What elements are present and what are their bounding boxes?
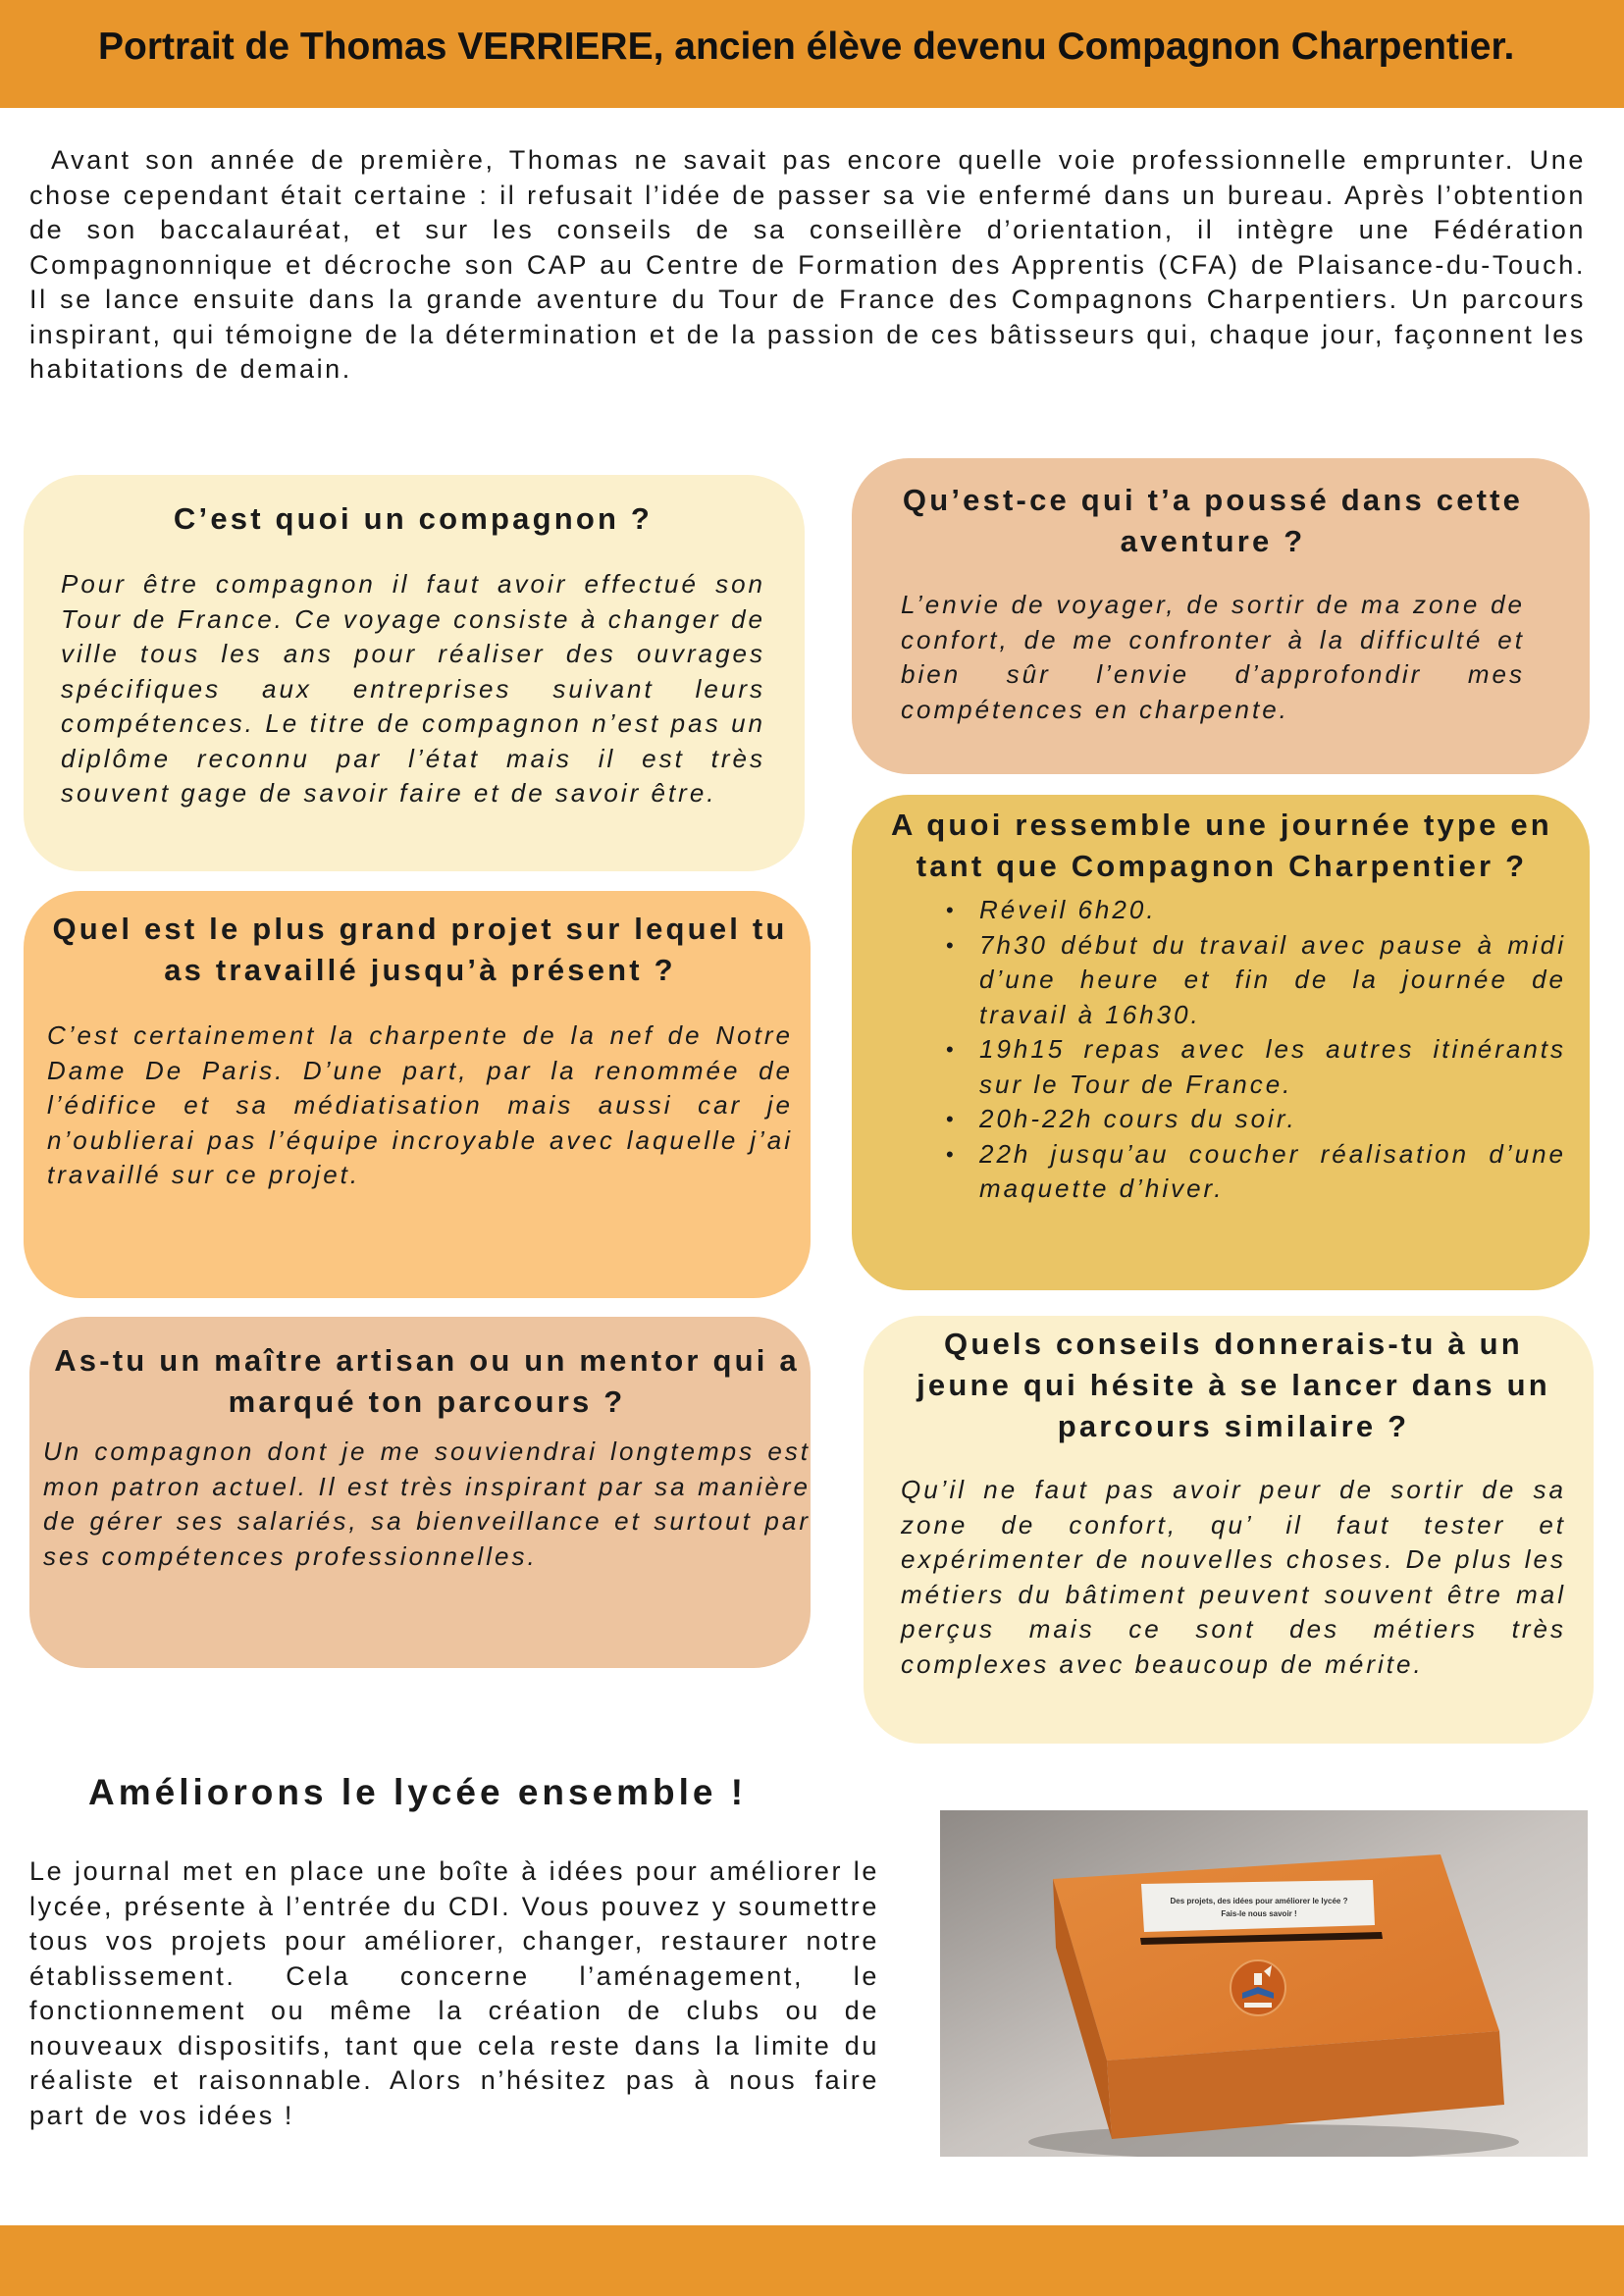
list-item	[946, 893, 1566, 928]
answer-compagnon: Pour être compagnon il faut avoir effectué son Tour de France. Ce voyage consiste à changer de ville tous les ans pour réaliser des ouvrages spécifiques aux entreprises suivant leurs compétences. Le titre de compagnon n’est pas un diplôme reconnu par l’état mais il est très souvent gage de savoir faire et de savoir être.	[61, 569, 765, 808]
question-motivation: Qu’est-ce qui t’a poussé dans cette aventure ?	[902, 483, 1524, 558]
question-conseils: Quels conseils donnerais-tu à un jeune qui hésite à se lancer dans un parcours similaire ?	[917, 1327, 1550, 1443]
header-banner	[0, 0, 1624, 108]
answer-conseils: Qu’il ne faut pas avoir peur de sortir de sa zone de confort, qu’ il faut tester et expérimenter de nouvelles choses. De plus les métiers du bâtiment peuvent souvent être mal perçus mais ce sont des métiers très complexes avec beaucoup de mérite.	[901, 1475, 1566, 1679]
list-item-text: 22h jusqu’au coucher réalisation d’une maquette d’hiver.	[979, 1138, 1566, 1203]
question-mentor: As-tu un maître artisan ou un mentor qui a marqué ton parcours ?	[54, 1343, 800, 1419]
page-title: Portrait de Thomas VERRIERE, ancien élève devenu Compagnon Charpentier.	[98, 26, 1515, 68]
bullet-icon: •	[946, 1037, 957, 1062]
answer-projet: C’est certainement la charpente de la nef de Notre Dame De Paris. D’une part, par la renommée de l’édifice et sa médiatisation mais aussi car je n’oublierai pas l’équipe incroyable avec laquelle j’ai travaillé sur ce projet.	[47, 1020, 793, 1189]
answer-motivation: L’envie de voyager, de sortir de ma zone de confort, de me confronter à la difficulté et bien sûr l’envie d’approfondir mes compétences en charpente.	[901, 590, 1525, 724]
card-projet	[24, 891, 811, 1298]
journal-logo-icon	[1231, 1960, 1285, 2015]
card-journee	[852, 795, 1590, 1290]
bullet-icon: •	[946, 1141, 957, 1167]
question-projet: Quel est le plus grand projet sur lequel tu as travaillé jusqu’à présent ?	[52, 912, 788, 987]
list-item	[946, 1032, 1566, 1102]
lycee-text: Le journal met en place une boîte à idées pour améliorer le lycée, présente à l’entrée du CDI. Vous pouvez y soumettre tous vos projets pour améliorer, changer, restaurer notre établissement. Cela concerne l’aménagement, le fonctionnement ou même la création de clubs ou de nouveaux dispositifs, tant que cela reste dans la limite du réaliste et raisonnable. Alors n’hésitez pas à nous faire part de vos idées !	[29, 1856, 879, 2130]
list-item	[946, 928, 1566, 1033]
idea-box-label-line2: Fais-le nous savoir !	[1221, 1909, 1297, 1918]
card-conseils	[864, 1316, 1594, 1744]
question-compagnon: C’est quoi un compagnon ?	[173, 501, 654, 536]
journee-list	[946, 893, 1566, 1207]
answer-mentor: Un compagnon dont je me souviendrai longtemps est mon patron actuel. Il est très inspirant par sa manière de gérer ses salariés, sa bienveillance et surtout par ses compétences professionnelles.	[43, 1436, 811, 1571]
card-mentor	[29, 1317, 811, 1668]
card-compagnon	[24, 475, 805, 871]
list-item-text: 20h-22h cours du soir.	[979, 1104, 1297, 1133]
list-item	[946, 1102, 1566, 1137]
bullet-icon: •	[946, 898, 957, 922]
idea-box-photo	[940, 1810, 1588, 2157]
question-journee: A quoi ressemble une journée type en tant que Compagnon Charpentier ?	[891, 808, 1552, 883]
list-item-text: 19h15 repas avec les autres itinérants sur le Tour de France.	[979, 1034, 1566, 1099]
list-item-text: 7h30 début du travail avec pause à midi d’une heure et fin de la journée de travail à 16h30.	[979, 929, 1566, 1029]
footer-banner	[0, 2225, 1624, 2296]
intro-paragraph: Avant son année de première, Thomas ne savait pas encore quelle voie professionnelle emprunter. Une chose cependant était certaine : il refusait l’idée de passer sa vie enfermé dans un bureau. Après l’obtention de son baccalauréat, et sur les conseils de sa conseillère d’orientation, il intègre une Fédération Compagnonnique et décroche son CAP au Centre de Formation des Apprentis (CFA) de Plaisance-du-Touch. Il se lance ensuite dans la grande aventure du Tour de France des Compagnons Charpentiers. Un parcours inspirant, qui témoigne de la détermination et de la passion de ces bâtisseurs qui, chaque jour, façonnent les habitations de demain.	[29, 145, 1586, 384]
list-item-text: Réveil 6h20.	[979, 895, 1157, 924]
idea-box-label	[1141, 1880, 1375, 1932]
list-item	[946, 1137, 1566, 1207]
card-motivation	[852, 458, 1590, 774]
idea-box-label-line1: Des projets, des idées pour améliorer le lycée ?	[1170, 1897, 1348, 1905]
bullet-icon: •	[946, 1107, 957, 1131]
lycee-title: Améliorons le lycée ensemble !	[88, 1772, 748, 1812]
bullet-icon: •	[946, 932, 957, 958]
